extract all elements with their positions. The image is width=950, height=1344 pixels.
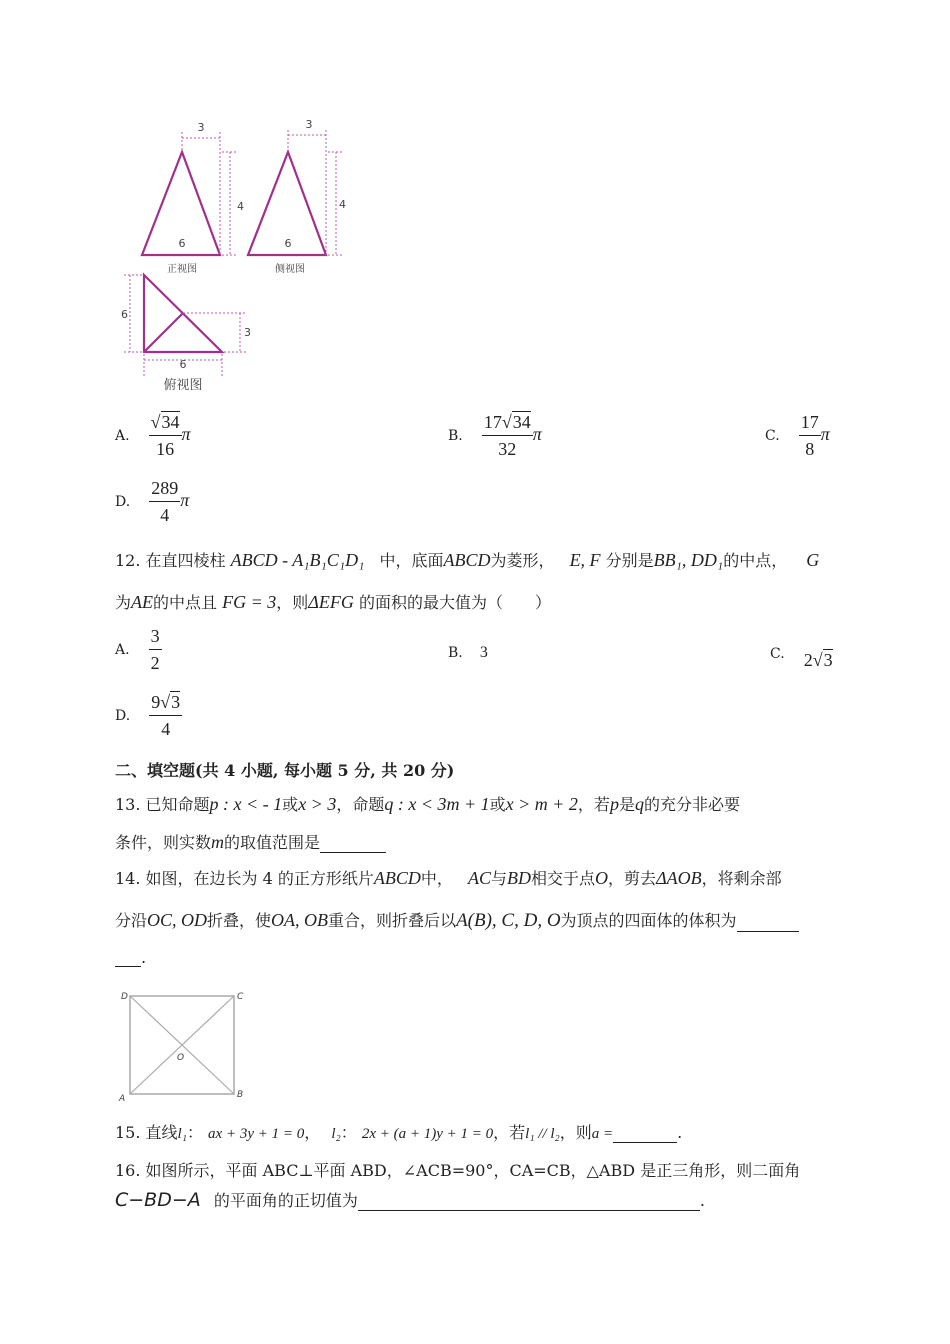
label-o: O <box>177 1053 185 1063</box>
front-base-dim: 6 <box>178 237 186 250</box>
front-view <box>142 121 244 275</box>
top-caption: 俯视图 <box>163 378 203 393</box>
side-view <box>248 118 346 275</box>
q13-line1: 13. 已知命题p : x < - 1或x > 3，命题q : x < 3m + 1或x > m + 2，若p是q的充分非必要 <box>115 794 740 814</box>
front-top-dim: 3 <box>197 121 205 134</box>
q11-option-c[interactable]: C. $\frac{17}{8}$ π <box>765 412 830 459</box>
label-a: A <box>119 1094 126 1104</box>
label-d: D <box>121 992 128 1002</box>
q11-a-num: 34 <box>161 412 180 432</box>
q14-answer-blank[interactable] <box>737 915 799 932</box>
q16-answer-blank[interactable] <box>358 1194 700 1211</box>
q13-answer-blank[interactable] <box>320 836 386 853</box>
q11-a-den: 16 <box>156 438 175 459</box>
q12-option-d[interactable]: D. $\frac{9√3}{4}$ <box>115 692 181 739</box>
q14-answer-blank-cont[interactable] <box>115 950 141 967</box>
side-caption: 侧视图 <box>275 264 305 275</box>
three-view-figure <box>110 110 370 400</box>
q12-option-c[interactable]: C. 2√3 <box>770 646 833 670</box>
q12-line1: 12. 在直四棱柱 ABCD - A₁B₁C₁D₁ 中，底面ABCD为菱形， E, F 分别是BB₁, DD₁的中点， G <box>115 550 820 570</box>
label-c: C <box>237 992 244 1002</box>
front-caption: 正视图 <box>167 264 197 275</box>
q13-line2: 条件，则实数m的取值范围是 <box>115 830 386 853</box>
front-side-dim: 4 <box>237 200 244 213</box>
q15-answer-blank[interactable] <box>613 1126 677 1143</box>
q12-line2: 为AE的中点且 FG = 3，则ΔEFG 的面积的最大值为（ ） <box>115 592 551 612</box>
q16-line2: C−BD−A 的平面角的正切值为 . <box>115 1189 705 1211</box>
q12-option-a[interactable]: A. $\frac{3}{2}$ <box>115 626 160 673</box>
top-right-dim: 3 <box>244 326 251 339</box>
side-side-dim: 4 <box>339 198 346 211</box>
q14-line1: 14. 如图，在边长为 4 的正方形纸片ABCD中， AC与BD相交于点O，剪去ΔAOB，将剩余部 <box>115 868 782 888</box>
side-top-dim: 3 <box>305 118 313 131</box>
side-base-dim: 6 <box>284 237 292 250</box>
square-figure <box>115 986 255 1106</box>
q16-line1: 16. 如图所示，平面 ABC⊥平面 ABD，∠ACB=90°，CA=CB，△ABD 是正三角形，则二面角 <box>115 1161 801 1180</box>
q12-option-b[interactable]: B. 3 <box>448 644 488 661</box>
label-b: B <box>237 1090 244 1100</box>
top-left-dim: 6 <box>121 308 128 321</box>
q15-line: 15. 直线l₁： ax + 3y + 1 = 0， l₂： 2x + (a + 1)y + 1 = 0，若l₁ // l₂，则a = . <box>115 1123 683 1142</box>
q11-option-d[interactable]: D. $\frac{289}{4}$ π <box>115 478 190 525</box>
q11-option-a[interactable]: A. $\frac{√34}{16}$ π <box>115 412 191 459</box>
q11-option-b[interactable]: B. $\frac{17√34}{32}$ π <box>448 412 542 459</box>
q14-line2: 分沿OC, OD折叠，使OA, OB重合，则折叠后以A(B), C, D, O为顶点的四面体的体积为 <box>115 908 799 932</box>
top-bottom-dim: 6 <box>179 358 187 371</box>
top-view <box>121 275 251 393</box>
q14-line3: . <box>115 948 146 967</box>
section-title: 二、填空题(共 4 小题, 每小题 5 分, 共 20 分) <box>115 761 455 780</box>
